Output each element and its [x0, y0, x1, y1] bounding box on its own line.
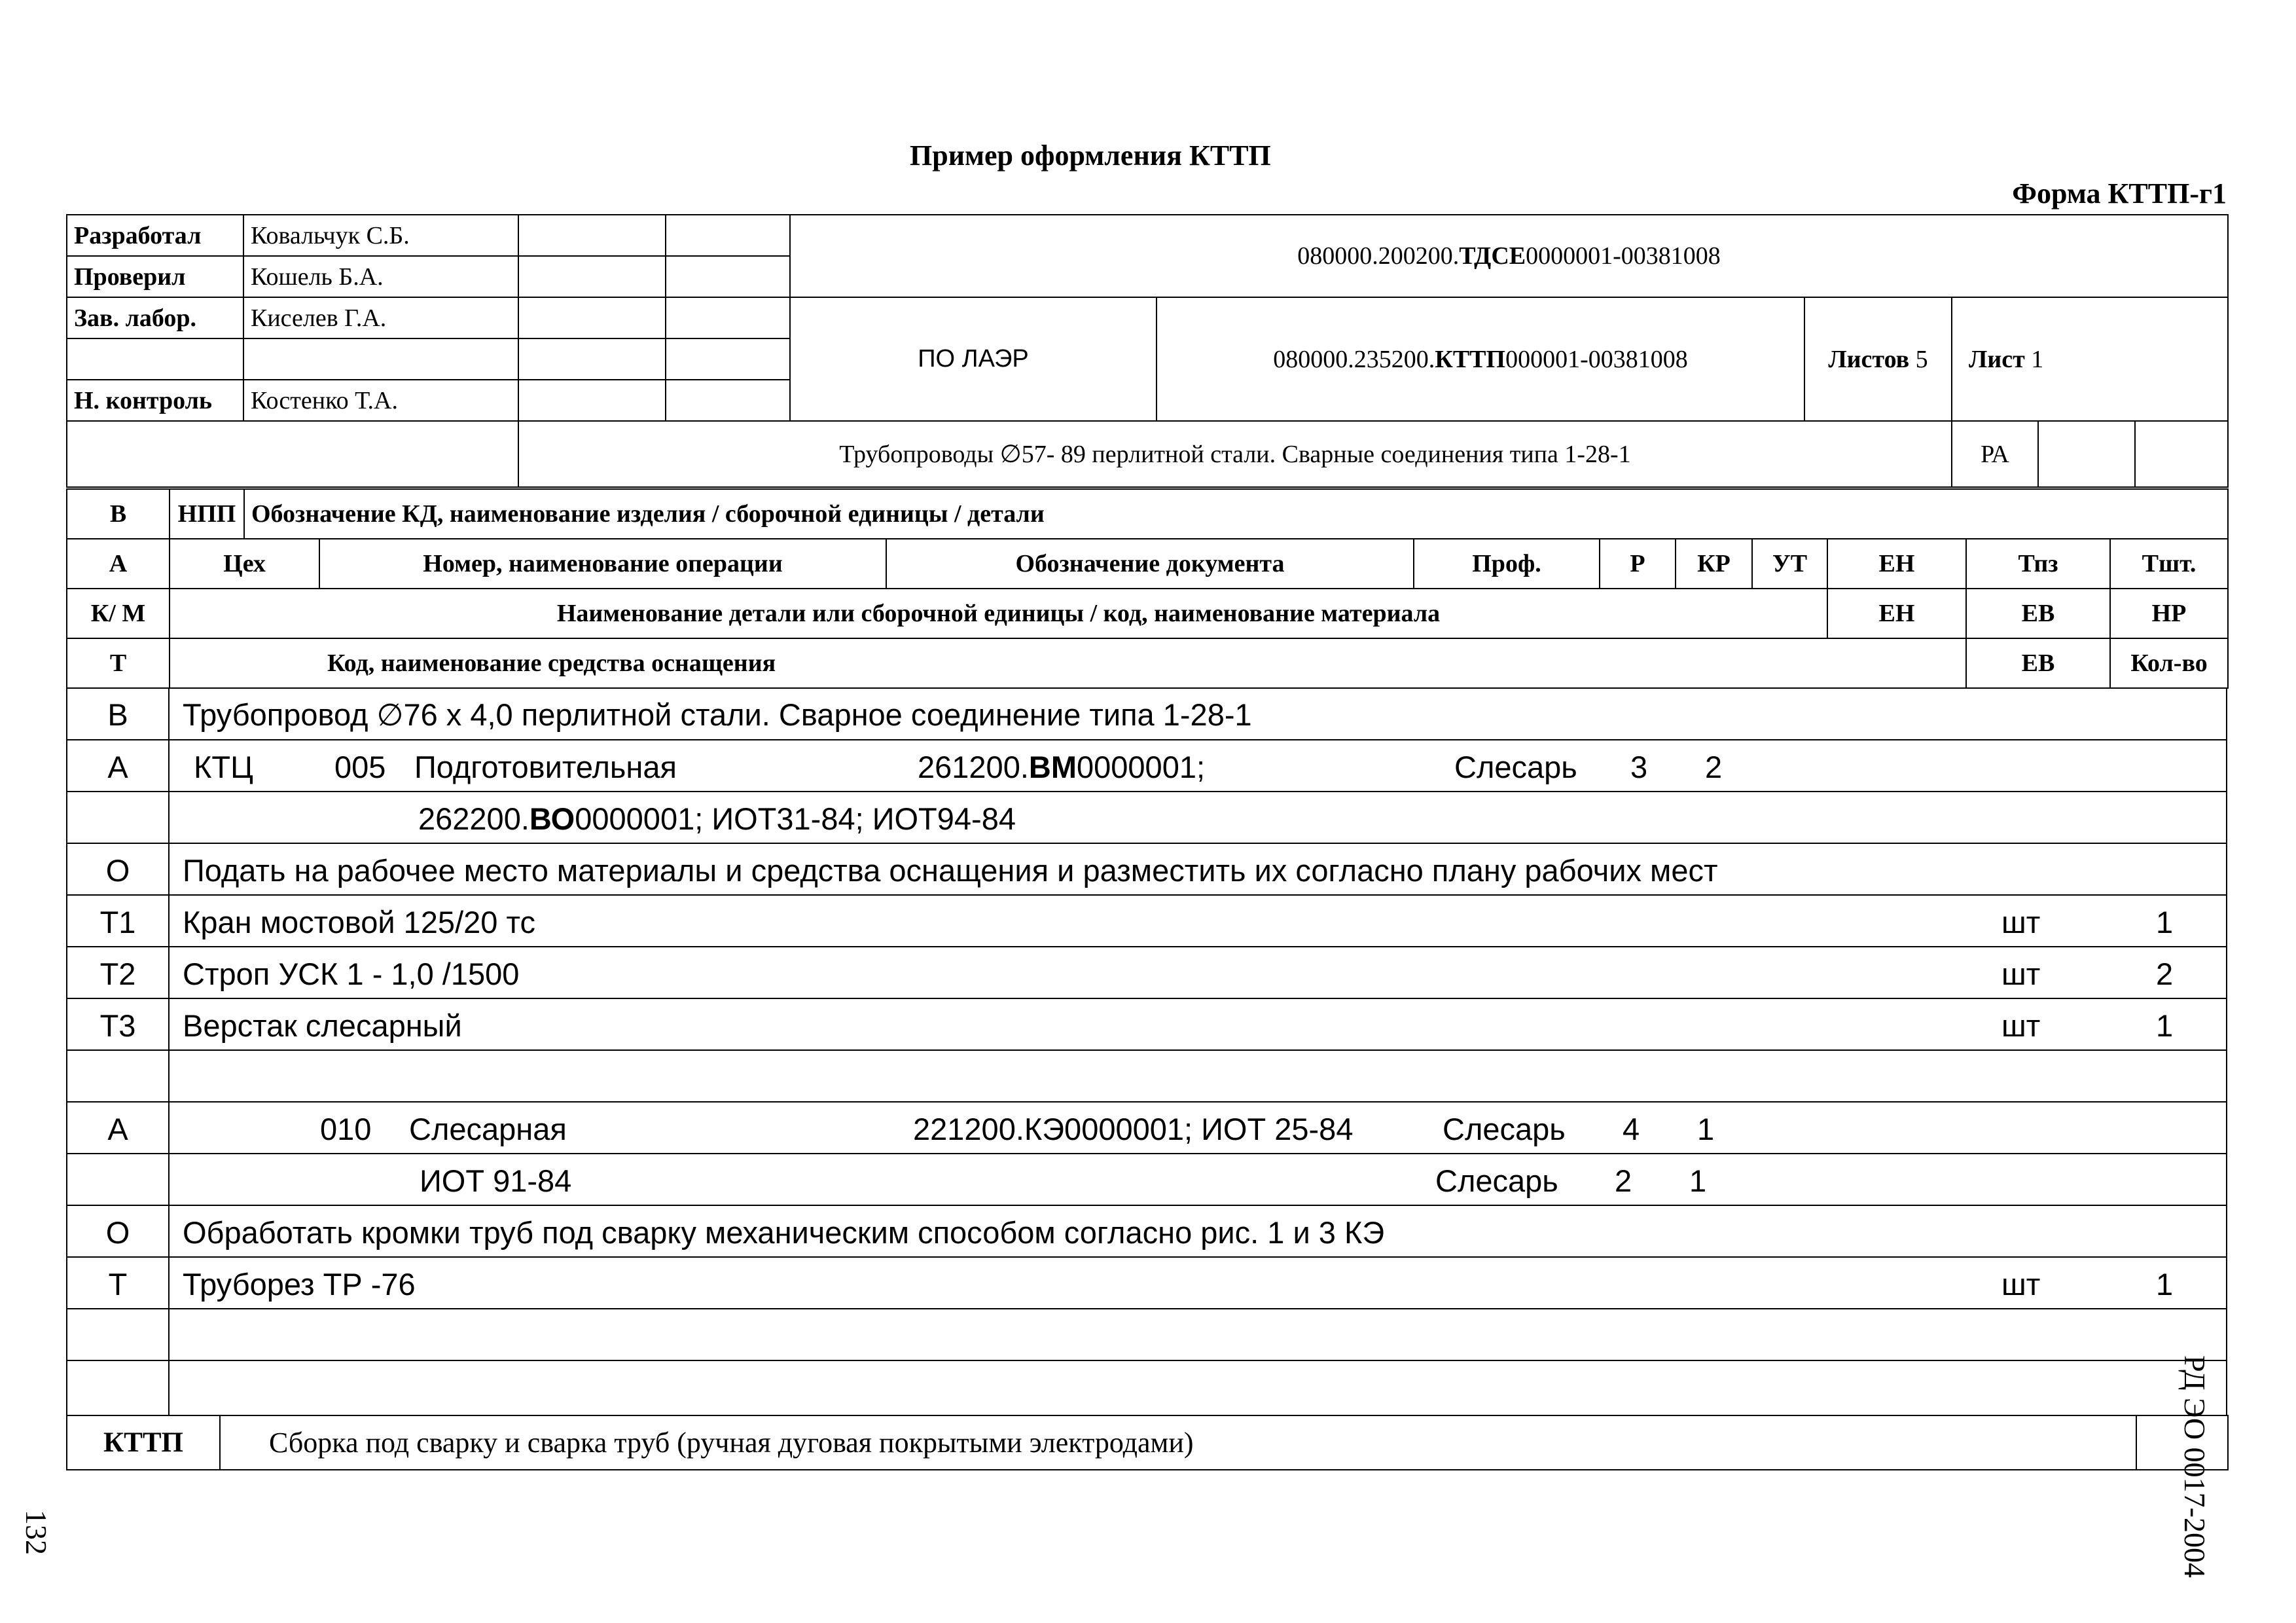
role-checked: Проверил	[67, 256, 243, 297]
side-doc-code: РД ЭО 0017-2004	[2178, 1355, 2212, 1578]
legend-table: В НПП Обозначение КД, наименование изделия / сборочной единицы / детали А Цех Номер, наименование операции Обозначение документа Проф. Р КР УТ ЕН Тпз Тшт. К/ М Наименование детали или сборочной единицы / код, наименование материала ЕН ЕВ НР Т Код, наименование средства оснащения ЕВ Кол-во	[66, 488, 2229, 689]
footer-label: КТТП	[67, 1415, 220, 1470]
row-mark: В	[107, 697, 128, 732]
page-number: 132	[20, 1510, 53, 1555]
row-mark: А	[107, 1112, 128, 1146]
legend-kd: Обозначение КД, наименование изделия / сборочной единицы / детали	[244, 489, 2228, 539]
name-checked: Кошель Б.А.	[243, 256, 518, 297]
form-label: Форма КТТП-г1	[2012, 177, 2227, 210]
ra-label: РА	[1952, 421, 2038, 487]
role-norm-control: Н. контроль	[67, 380, 243, 421]
row-text: Трубопровод ∅76 х 4,0 перлитной стали. Сварное соединение типа 1-28-1	[183, 697, 1252, 732]
footer-table	[66, 1415, 2229, 1470]
name-norm-control: Костенко Т.А.	[243, 380, 518, 421]
doc-code: 080000.200200.ТДСЕ0000001-00381008	[790, 215, 2228, 297]
sheets-count: Листов 5	[1804, 297, 1952, 421]
role-lab-head: Зав. лабор.	[67, 297, 243, 338]
body-rows: В Трубопровод ∅76 х 4,0 перлитной стали. Сварное соединение типа 1-28-1 А КТЦ 005 Подготовительная 261200.ВМ0000001; Слесарь 3 2 262200.ВО0000001; ИОТ31-84; ИОТ94-84 О Подать на рабочее место материалы и средства оснащения и разместить их согласно плану рабочих мест Т1 Кран мостовой 125/20 тс шт 1 Т2 Строп УСК 1 - 1,0 /1500 шт 2 Т3 Верстак слесарный шт 1 А 010 Слесарная 221200.КЭ0000001; ИОТ 25-84 Слесарь 4 1 ИОТ 91-84 Слесарь 2 1 О Обработать кромки труб под сварку механическим способом согласно рис. 1 и 3 КЭ Т Труборез ТР -76 шт 1	[66, 687, 2227, 1416]
subject-title: Трубопроводы ∅57- 89 перлитной стали. Сварные соединения типа 1-28-1	[518, 421, 1952, 487]
row-mark: А	[107, 750, 128, 784]
row-mark: Т1	[99, 905, 136, 939]
role-developed: Разработал	[67, 215, 243, 256]
row-mark: О	[105, 1215, 130, 1250]
row-mark: Т	[108, 1267, 128, 1302]
legend-npp: НПП	[170, 489, 244, 539]
kttp-code: 080000.235200.КТТП000001-00381008	[1157, 297, 1804, 421]
row-mark: Т2	[99, 957, 136, 991]
footer-text: Сборка под сварку и сварка труб (ручная дуговая покрытыми электродами)	[220, 1415, 2136, 1470]
header-table	[66, 214, 2229, 488]
name-developed: Ковальчук С.Б.	[243, 215, 518, 256]
page-title: Пример оформления КТТП	[910, 139, 1271, 172]
name-lab-head: Киселев Г.А.	[243, 297, 518, 338]
row-mark: О	[105, 853, 130, 888]
org-name: ПО ЛАЭР	[790, 297, 1157, 421]
row-mark: Т3	[99, 1008, 136, 1043]
legend-v: В	[67, 489, 170, 539]
sheet-number: Лист 1	[1952, 297, 2228, 421]
